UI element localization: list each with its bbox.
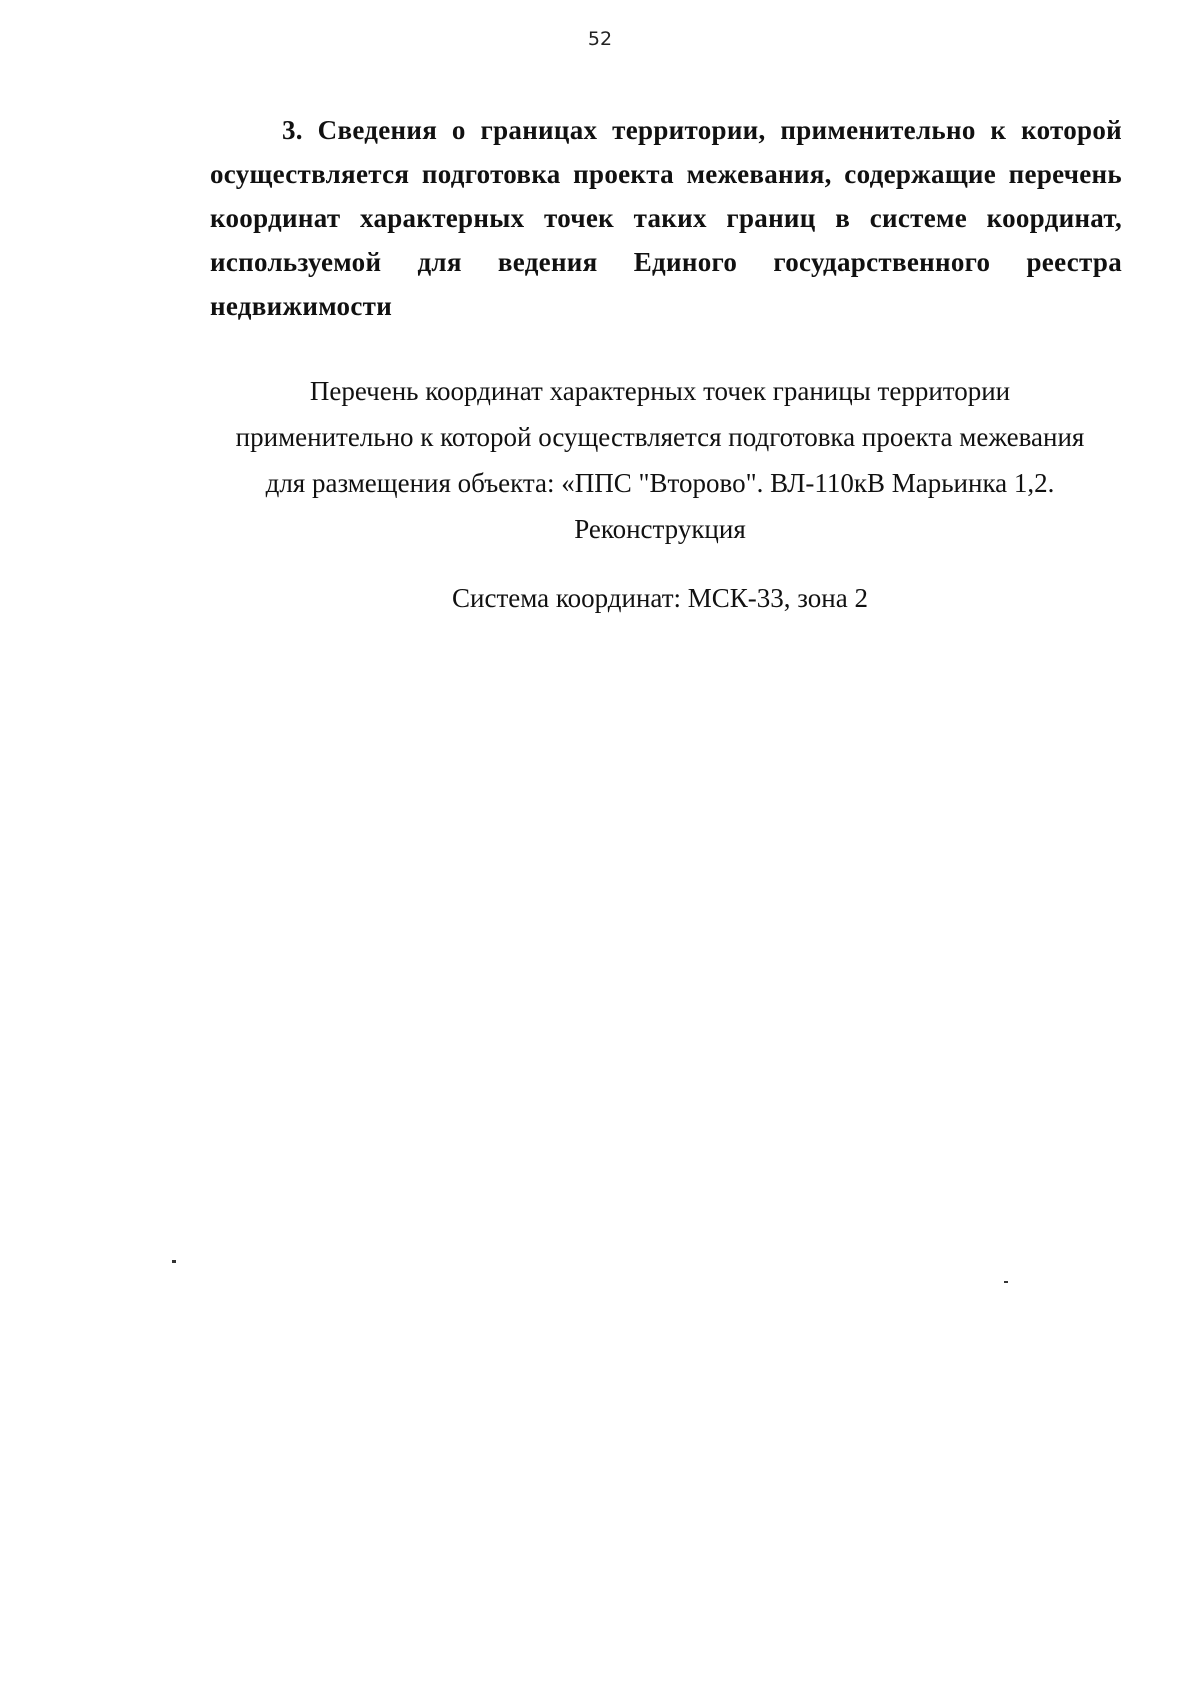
coordinate-system-label: Система координат: МСК-33, зона 2 xyxy=(452,583,868,613)
scan-speck-left xyxy=(172,1260,176,1263)
coordinate-list-title-line-1: Перечень координат характерных точек границы территории xyxy=(309,376,1011,406)
section-heading: 3. Сведения о границах территории, применительно к которой осуществляется подготовка проекта межевания, содержащие перечень координат характерных точек таких границ в системе координат, используемой для ведения Единого государственного реестра недвижимости xyxy=(210,115,1122,321)
page-number: 52 xyxy=(587,28,613,50)
scan-speck-right xyxy=(1004,1281,1008,1283)
coordinate-list-title-line-4: Реконструкция xyxy=(574,514,746,544)
coordinate-list-title-line-3: для размещения объекта: «ППС "Второво". ВЛ-110кВ Марьинка 1,2. xyxy=(265,468,1055,498)
coordinate-list-title xyxy=(160,368,1160,552)
coordinate-list-title-line-2: применительно к которой осуществляется подготовка проекта межевания xyxy=(235,422,1085,452)
